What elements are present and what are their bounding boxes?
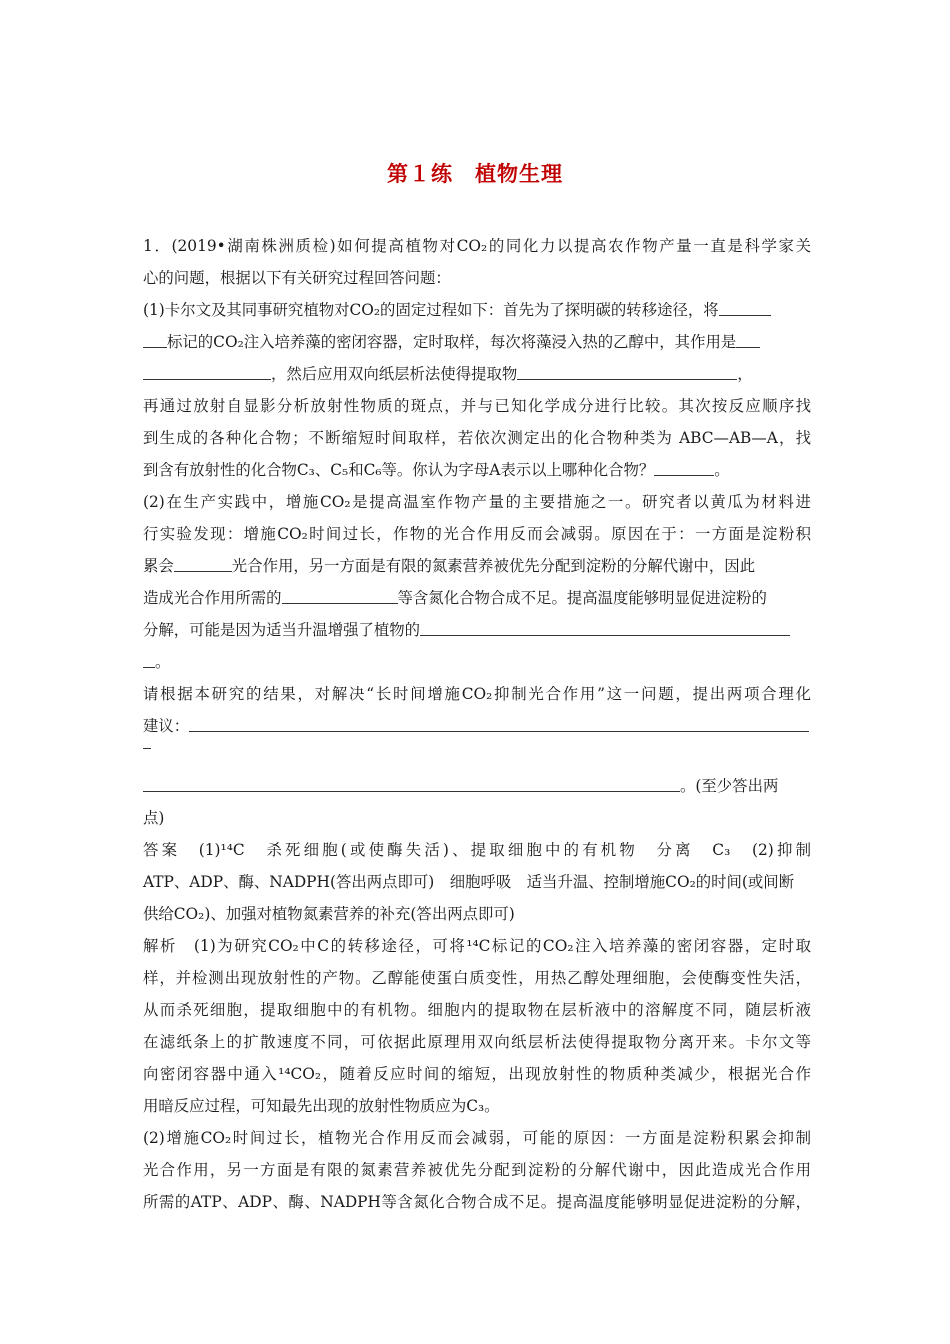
question-line: [143, 364, 811, 386]
analysis-line: (2)增施CO₂时间过长，植物光合作用反而会减弱，可能的原因：一方面是淀粉积累会抑制: [143, 1129, 811, 1147]
answer-blank: [174, 556, 232, 572]
answer-blank: [517, 364, 737, 380]
question-text: 到含有放射性的化合物C₃、C₅和C₆等。你认为字母A表示以上哪种化合物？: [143, 461, 655, 479]
answer-blank: [143, 652, 155, 668]
answer-blank: [143, 776, 680, 792]
analysis-line: 解析 (1)为研究CO₂中C的转移途径，可将¹⁴C标记的CO₂注入培养藻的密闭容器，定时取: [143, 937, 811, 955]
question-text: 标记的CO₂注入培养藻的密闭容器，定时取样，每次将藻浸入热的乙醇中，其作用是: [167, 333, 737, 351]
question-line: [143, 460, 811, 482]
answer-line: ATP、ADP、酶、NADPH(答出两点即可) 细胞呼吸 适当升温、控制增施CO₂的时间(或间断: [143, 873, 795, 891]
question-line: [143, 588, 811, 610]
answer-blank: [420, 620, 790, 636]
question-line: [143, 620, 811, 642]
question-text: 。(至少答出两: [680, 777, 779, 795]
question-line: [143, 652, 811, 674]
answer-blank: [654, 460, 714, 476]
analysis-line: 所需的ATP、ADP、酶、NADPH等含氮化合物合成不足。提高温度能够明显促进淀粉的分解，: [143, 1193, 811, 1211]
question-line: 请根据本研究的结果，对解决“长时间增施CO₂抑制光合作用”这一问题，提出两项合理化: [143, 685, 811, 703]
question-line: [143, 332, 811, 354]
page-title: 第１练 植物生理: [387, 162, 563, 186]
question-line: 到生成的各种化合物；不断缩短时间取样，若依次测定出的化合物种类为 ABC—AB—A，找: [143, 429, 811, 447]
question-line: [143, 300, 811, 322]
analysis-line: 光合作用，另一方面是有限的氮素营养被优先分配到淀粉的分解代谢中，因此造成光合作用: [143, 1161, 811, 1179]
answer-blank: [143, 332, 167, 348]
question-line: 点): [143, 809, 165, 827]
question-line: 1．(2019•湖南株洲质检)如何提高植物对CO₂的同化力以提高农作物产量一直是科学家关: [143, 237, 811, 255]
answer-line: 答案 (1)¹⁴C 杀死细胞(或使酶失活)、提取细胞中的有机物 分离 C₃ (2)抑制: [143, 841, 811, 859]
question-line: [143, 776, 811, 798]
question-line: 心的问题，根据以下有关研究过程回答问题：: [143, 269, 451, 287]
question-text: 光合作用，另一方面是有限的氮素营养被优先分配到淀粉的分解代谢中，因此: [231, 557, 756, 575]
question-line: 行实验发现：增施CO₂时间过长，作物的光合作用反而会减弱。原因在于：一方面是淀粉积: [143, 525, 811, 543]
question-text: 累会: [143, 557, 174, 575]
question-text: ，然后应用双向纸层析法使得提取物: [271, 365, 518, 383]
answer-blank: [143, 364, 271, 380]
answer-blank: [736, 332, 760, 348]
answer-blank: [143, 748, 151, 749]
question-text: 分解，可能是因为适当升温增强了植物的: [143, 621, 421, 639]
question-text: 建议：: [143, 717, 190, 735]
answer-blank: [189, 716, 809, 732]
question-line: 再通过放射自显影分析放射性物质的斑点，并与已知化学成分进行比较。其次按反应顺序找: [143, 397, 811, 415]
question-line: [143, 556, 811, 578]
question-text: 造成光合作用所需的: [143, 589, 282, 607]
analysis-line: 样，并检测出现放射性的产物。乙醇能使蛋白质变性，用热乙醇处理细胞，会使酶变性失活，: [143, 969, 811, 987]
analysis-line: 用暗反应过程，可知最先出现的放射性物质应为C₃。: [143, 1097, 500, 1115]
answer-blank: [282, 588, 398, 604]
question-text: 等含氮化合物合成不足。提高温度能够明显促进淀粉的: [397, 589, 767, 607]
analysis-line: 在滤纸条上的扩散速度不同，可依据此原理用双向纸层析法使得提取物分离开来。卡尔文等: [143, 1033, 811, 1051]
answer-line: 供给CO₂)、加强对植物氮素营养的补充(答出两点即可): [143, 905, 515, 923]
question-line: [143, 716, 811, 738]
analysis-line: 从而杀死细胞，提取细胞中的有机物。细胞内的提取物在层析液中的溶解度不同，随层析液: [143, 1001, 811, 1019]
analysis-line: 向密闭容器中通入¹⁴CO₂，随着反应时间的缩短，出现放射性的物质种类减少，根据光合作: [143, 1065, 811, 1083]
question-text: (1)卡尔文及其同事研究植物对CO₂的固定过程如下：首先为了探明碳的转移途径，将: [143, 301, 719, 319]
question-text: 。: [714, 461, 730, 479]
question-text: 。: [155, 653, 171, 671]
question-line: (2)在生产实践中，增施CO₂是提高温室作物产量的主要措施之一。研究者以黄瓜为材料进: [143, 493, 811, 511]
answer-blank: [719, 300, 771, 316]
question-text: ，: [737, 365, 753, 383]
